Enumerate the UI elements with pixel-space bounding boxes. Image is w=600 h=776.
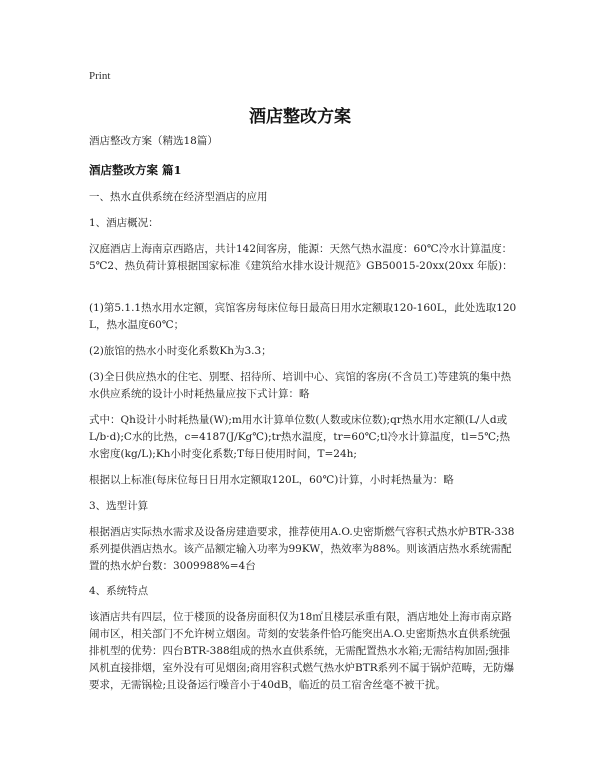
- paragraph-item-2: (2)旅馆的热水小时变化系数Kh为3.3；: [89, 345, 272, 357]
- paragraph-selection: 根据酒店实际热水需求及设备房建造要求，推荐使用A.O.史密斯燃气容积式热水炉BTR-338系列提供酒店热水。该产品额定输入功率为99KW，热效率为88%。则该酒店热水系统需配置的热水炉台数：3009988%=4台: [89, 526, 515, 572]
- paragraph-formula-legend: 式中：Qh设计小时耗热量(W);m用水计算单位数(人数或床位数);qr热水用水定额(L/人d或L/b·d);C水的比热，c=4187(J/Kg℃);tr热水温度，tr=60℃;tl冷水计算温度，tl=5℃;热水密度(kg/L);Kh小时变化系数;T每日使用时间，T=24h;: [89, 414, 510, 460]
- paragraph-features: 该酒店共有四层，位于楼顶的设备房面积仅为18㎡且楼层承重有限，酒店地处上海市南京路闹市区，相关部门不允许树立烟囱。苛刻的安装条件恰巧能突出A.O.史密斯热水直供系统强排机型的优势：四台BTR-388组成的热水直供系统，无需配置热水水箱;无需结构加固;强排风机直接排烟，室外没有可见烟囱;商用容积式燃气热水炉BTR系列不属于锅炉范畴，无防爆要求，无需锅检;且设备运行噪音小于40dB，临近的员工宿舍丝毫不被干扰。: [89, 611, 515, 691]
- section-heading: 酒店整改方案 篇1: [89, 163, 182, 177]
- paragraph-heading-2: 1、酒店概况：: [89, 217, 159, 229]
- paragraph-heading-4: 4、系统特点: [89, 585, 149, 597]
- paragraph-result: 根据以上标准(每床位每日日用水定额取120L，60℃)计算，小时耗热量为：略: [89, 474, 454, 486]
- document-subtitle: 酒店整改方案（精选18篇）: [89, 135, 218, 147]
- paragraph-heading-3: 3、选型计算: [89, 500, 149, 512]
- paragraph-heading-1: 一、热水直供系统在经济型酒店的应用: [89, 191, 268, 203]
- paragraph-overview: 汉庭酒店上海南京西路店，共计142间客房，能源：天然气热水温度：60℃冷水计算温度：5℃2、热负荷计算根据国家标准《建筑给水排水设计规范》GB50015-20xx(20xx 年版)：: [89, 243, 513, 272]
- print-link[interactable]: Print: [89, 70, 111, 82]
- document-title: 酒店整改方案: [249, 107, 351, 127]
- paragraph-item-1: (1)第5.1.1热水用水定额，宾馆客房每床位每日最高日用水定额取120-160L，此处选取120L，热水温度60℃；: [89, 302, 517, 331]
- paragraph-item-3: (3)全日供应热水的住宅、别墅、招待所、培训中心、宾馆的客房(不含员工)等建筑的集中热水供应系统的设计小时耗热量应按下式计算：略: [89, 371, 512, 400]
